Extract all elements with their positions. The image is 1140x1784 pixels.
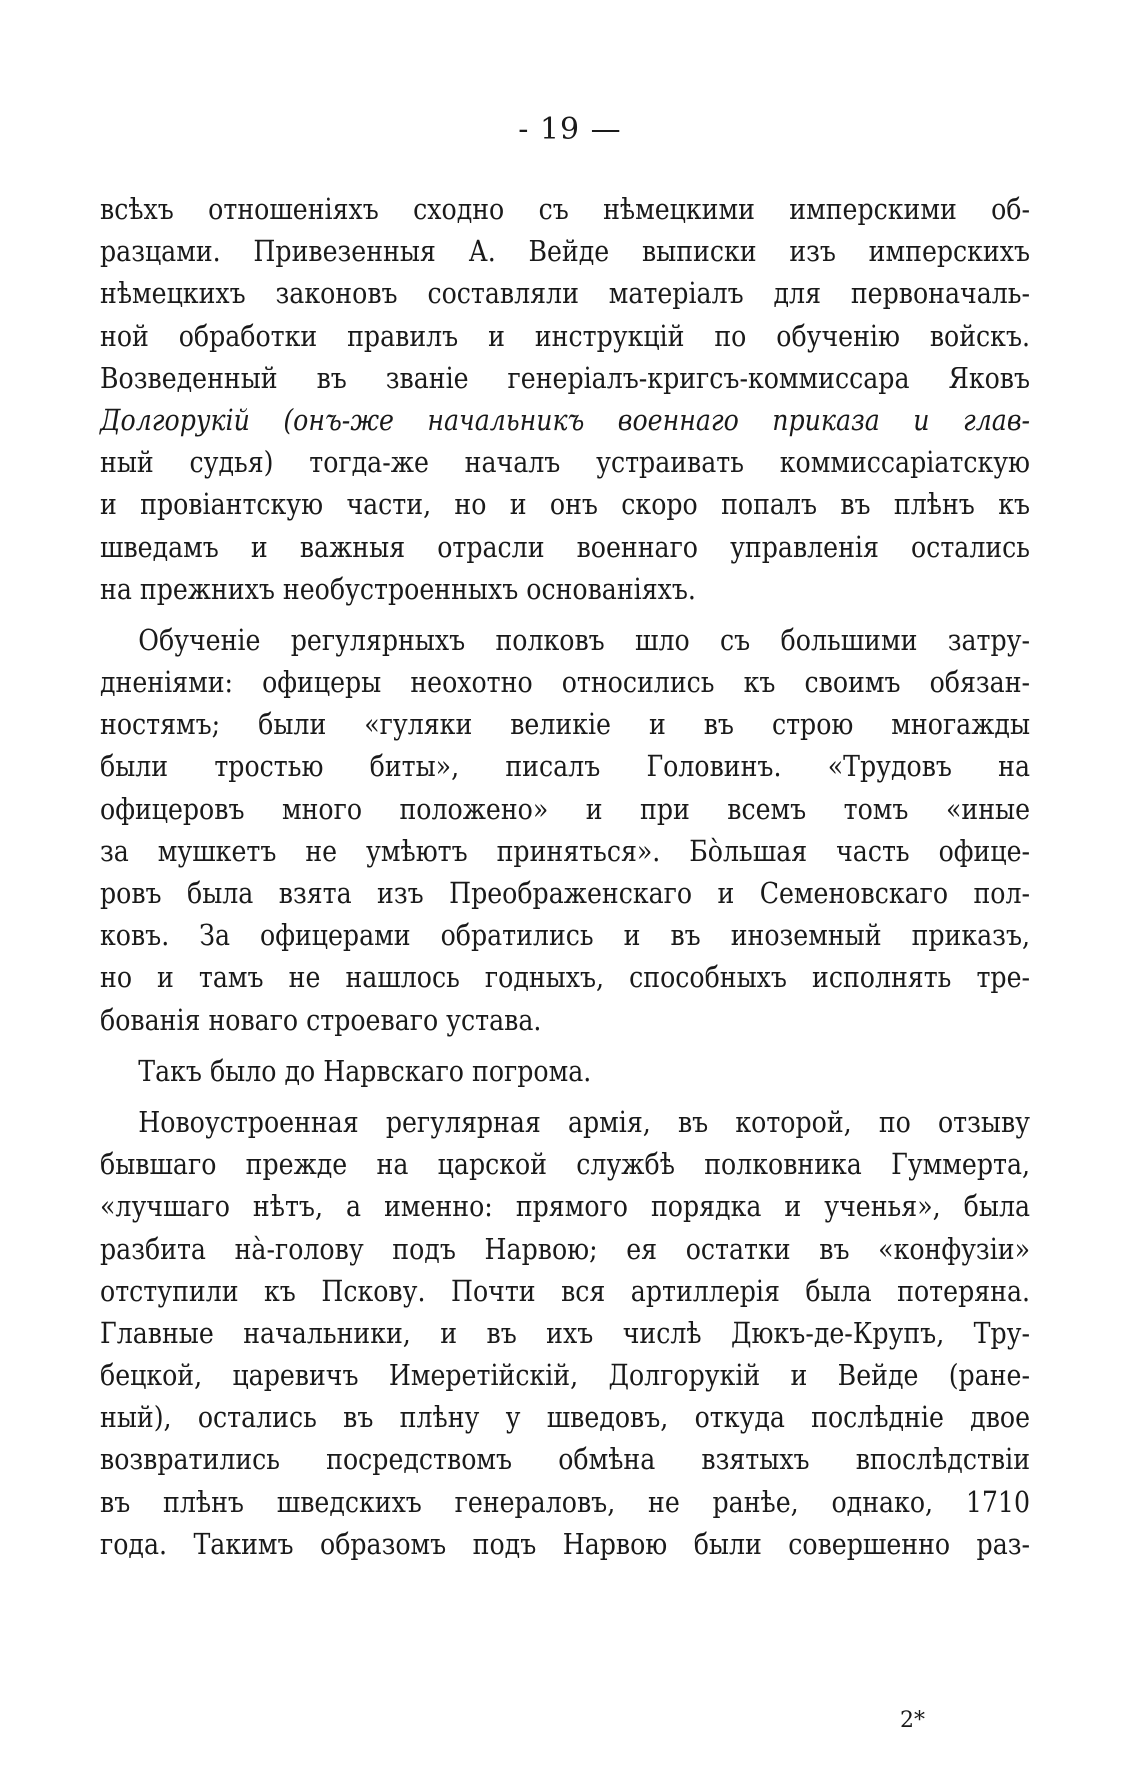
text-line: нѣмецкихъ законовъ составляли матеріалъ для первоначаль-	[100, 276, 1031, 311]
text-line: разбита на̀-голову подъ Нарвою; ея остатки въ «конфузіи»	[100, 1231, 1031, 1266]
text-line: года. Такимъ образомъ подъ Нарвою были совершенно раз-	[100, 1526, 1031, 1561]
text-line: возвратились посредствомъ обмѣна взятыхъ впослѣдствіи	[100, 1442, 1031, 1477]
text-line: но и тамъ не нашлось годныхъ, способныхъ исполнять тре-	[100, 960, 1031, 995]
text-line: въ плѣнъ шведскихъ генераловъ, не ранѣе, однако, 1710	[100, 1484, 1031, 1519]
text-line: дненіями: офицеры неохотно относились къ своимъ обязан-	[100, 665, 1031, 700]
text-line: «лучшаго нѣтъ, а именно: прямого порядка и ученья», была	[100, 1189, 1031, 1224]
text-line: Долгорукій (онъ-же начальникъ военнаго приказа и глав-	[100, 402, 1031, 437]
text-line: были тростью биты», писалъ Головинъ. «Трудовъ на	[100, 749, 1031, 784]
text-line: ный), остались въ плѣну у шведовъ, откуда послѣдніе двое	[100, 1400, 1031, 1435]
text-line: бецкой, царевичъ Имеретійскій, Долгорукій и Вейде (ране-	[100, 1358, 1031, 1393]
text-line: бованія новаго строеваго устава.	[100, 1002, 542, 1037]
text-line: за мушкетъ не умѣютъ приняться». Бо̀льшая часть офице-	[100, 833, 1031, 868]
body-text	[100, 188, 1030, 1565]
page-number: - 19 —	[518, 112, 622, 147]
text-line: отступили къ Пскову. Почти вся артиллерія была потеряна.	[100, 1273, 1031, 1308]
text-line: Возведенный въ званіе генеріалъ-кригсъ-коммиссара Яковъ	[100, 360, 1031, 395]
text-line: на прежнихъ необустроенныхъ основаніяхъ.	[100, 571, 696, 606]
text-line: всѣхъ отношеніяхъ сходно съ нѣмецкими имперскими об-	[100, 192, 1031, 226]
text-line: Главные начальники, и въ ихъ числѣ Дюкъ-де-Крупъ, Тру-	[100, 1315, 1031, 1350]
text-line: Такъ было до Нарвскаго погрома.	[138, 1053, 592, 1088]
text-line: ровъ была взята изъ Преображенскаго и Семеновскаго пол-	[100, 876, 1031, 910]
text-line: Обученіе регулярныхъ полковъ шло съ большими затру-	[138, 622, 1031, 657]
text-line: и провіантскую части, но и онъ скоро попалъ въ плѣнъ къ	[100, 487, 1031, 522]
text-line: разцами. Привезенныя А. Вейде выписки изъ имперскихъ	[100, 234, 1031, 269]
text-line: ной обработки правилъ и инструкцій по обученію войскъ.	[100, 318, 1031, 353]
text-line: бывшаго прежде на царской службѣ полковника Гуммерта,	[100, 1147, 1031, 1182]
text-line: шведамъ и важныя отрасли военнаго управленія остались	[100, 529, 1031, 564]
text-line: ностямъ; были «гуляки великіе и въ строю многажды	[100, 707, 1031, 742]
text-line: Новоустроенная регулярная армія, въ которой, по отзыву	[138, 1104, 1031, 1139]
text-line: ный судья) тогда-же началъ устраивать коммиссаріатскую	[100, 445, 1031, 480]
text-line: офицеровъ много положено» и при всемъ томъ «иные	[100, 791, 1031, 826]
text-line: ковъ. За офицерами обратились и въ иноземный приказъ,	[100, 918, 1031, 953]
signature-mark: 2*	[900, 1708, 925, 1733]
